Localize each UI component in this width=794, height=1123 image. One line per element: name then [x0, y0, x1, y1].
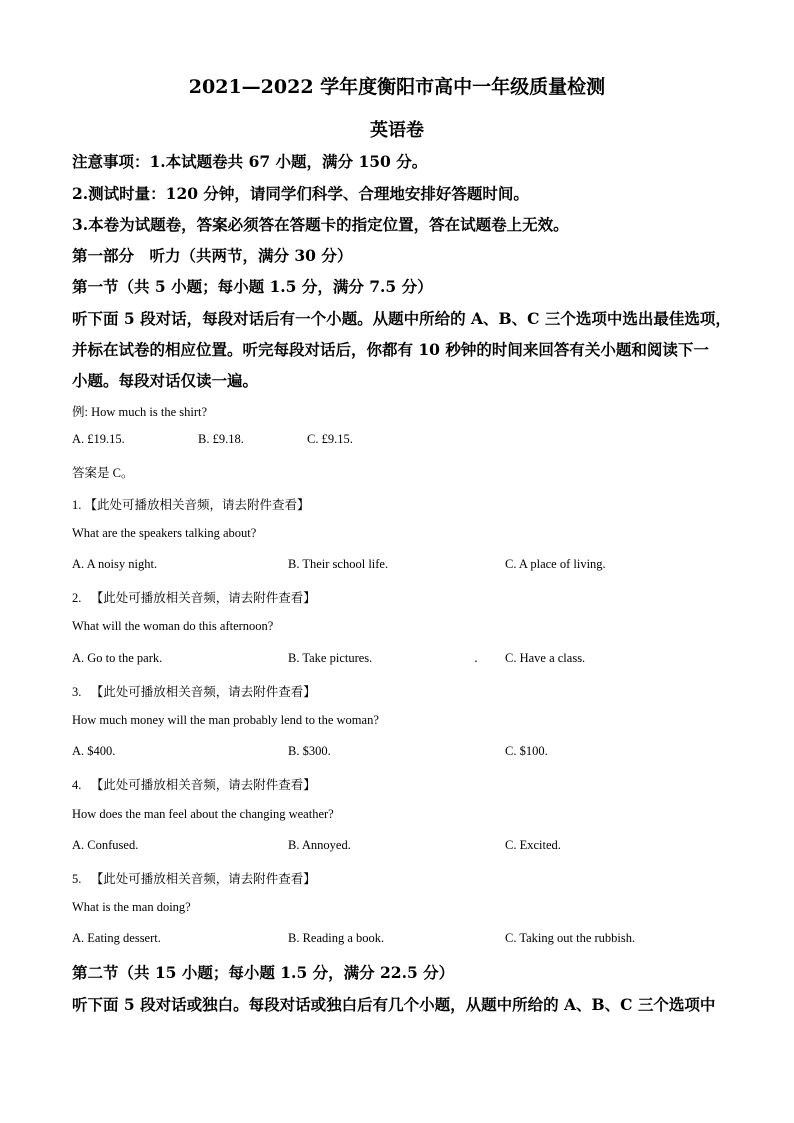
section2-heading: 第二节（共 15 小题；每小题 1.5 分，满分 22.5 分）: [72, 963, 455, 982]
question-3-option-b: B. $300.: [288, 744, 331, 758]
question-4-option-b: B. Annoyed.: [288, 838, 351, 852]
section2-instruction: 听下面 5 段对话或独白。每段对话或独白后有几个小题，从题中所给的 A、B、C 三个选项中: [72, 995, 716, 1014]
question-4-text: How does the man feel about the changing weather?: [72, 807, 334, 821]
question-3-audio[interactable]: 3. 【此处可播放相关音频，请去附件查看】: [72, 685, 316, 699]
question-4-audio[interactable]: 4. 【此处可播放相关音频，请去附件查看】: [72, 778, 316, 792]
example-question: 例: How much is the shirt?: [72, 405, 208, 419]
example-answer: 答案是 C。: [72, 466, 134, 480]
stray-dot: .: [474, 651, 478, 665]
question-3-option-c: C. $100.: [505, 744, 548, 758]
question-2-option-b: B. Take pictures.: [288, 651, 373, 665]
question-2-option-a: A. Go to the park.: [72, 651, 163, 665]
question-1-option-a: A. A noisy night.: [72, 557, 158, 571]
instruction-line-1: 听下面 5 段对话，每段对话后有一个小题。从题中所给的 A、B、C 三个选项中选出最佳选项，: [72, 309, 731, 328]
question-5-option-a: A. Eating dessert.: [72, 931, 161, 945]
question-1-text: What are the speakers talking about?: [72, 526, 257, 540]
question-5-option-b: B. Reading a book.: [288, 931, 385, 945]
question-1-option-b: B. Their school life.: [288, 557, 389, 571]
question-3-option-a: A. $400.: [72, 744, 116, 758]
question-2-text: What will the woman do this afternoon?: [72, 619, 274, 633]
example-option-a: A. £19.15.: [72, 432, 125, 446]
exam-title: 2021—2022 学年度衡阳市高中一年级质量检测: [188, 76, 606, 98]
part1-heading: 第一部分 听力（共两节，满分 30 分）: [72, 246, 353, 265]
example-option-b: B. £9.18.: [198, 432, 244, 446]
question-5-audio[interactable]: 5. 【此处可播放相关音频，请去附件查看】: [72, 872, 316, 886]
instruction-line-2: 并标在试卷的相应位置。听完每段对话后，你都有 10 秒钟的时间来回答有关小题和阅读下一: [72, 340, 709, 359]
question-5-option-c: C. Taking out the rubbish.: [505, 931, 636, 945]
question-3-text: How much money will the man probably lend to the woman?: [72, 713, 379, 727]
note-line-3: 3.本卷为试题卷，答案必须答在答题卡的指定位置，答在试题卷上无效。: [72, 215, 569, 234]
question-4-option-a: A. Confused.: [72, 838, 139, 852]
question-2-option-c: C. Have a class.: [505, 651, 586, 665]
question-5-text: What is the man doing?: [72, 900, 191, 914]
question-2-audio[interactable]: 2. 【此处可播放相关音频，请去附件查看】: [72, 591, 316, 605]
question-4-option-c: C. Excited.: [505, 838, 561, 852]
note-line-1: 注意事项：1.本试题卷共 67 小题，满分 150 分。: [72, 152, 428, 171]
example-option-c: C. £9.15.: [307, 432, 353, 446]
exam-subtitle: 英语卷: [370, 120, 424, 141]
question-1-option-c: C. A place of living.: [505, 557, 606, 571]
section1-heading: 第一节（共 5 小题；每小题 1.5 分，满分 7.5 分）: [72, 277, 433, 296]
note-line-2: 2.测试时量：120 分钟，请同学们科学、合理地安排好答题时间。: [72, 184, 529, 203]
instruction-line-3: 小题。每段对话仅读一遍。: [72, 371, 259, 390]
question-1-audio[interactable]: 1. 【此处可播放相关音频，请去附件查看】: [72, 498, 310, 512]
